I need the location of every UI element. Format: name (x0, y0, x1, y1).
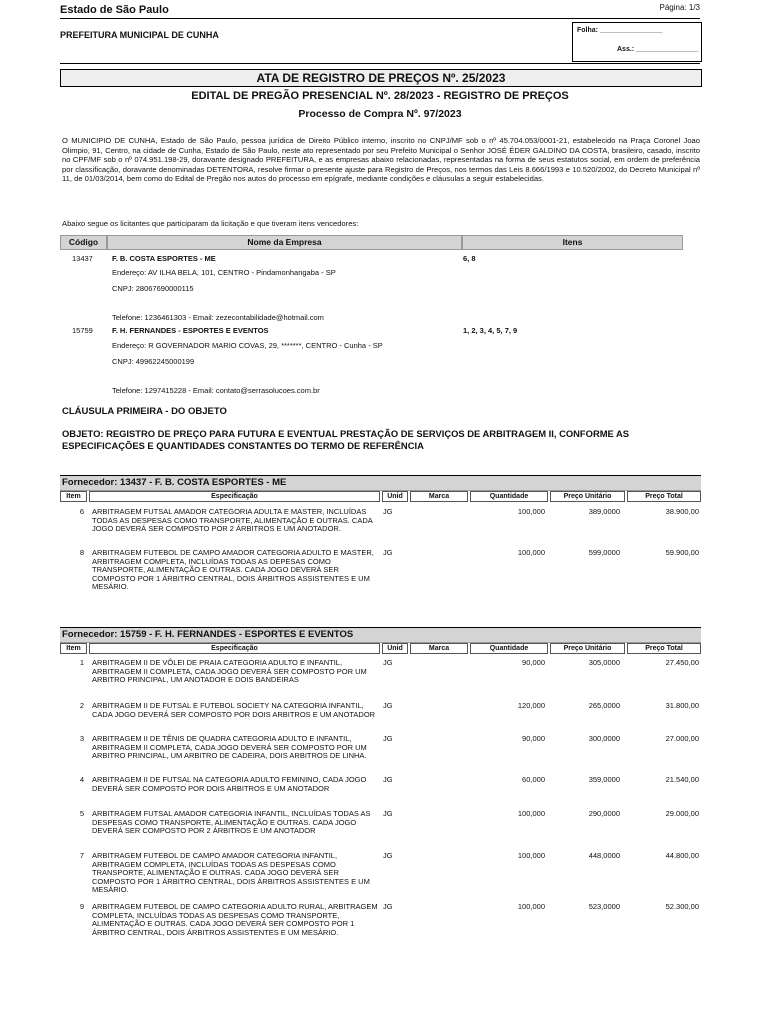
licitante-codigo: 15759 (72, 326, 93, 335)
licitante-cnpj: CNPJ: 28067690000115 (112, 284, 194, 293)
items-table-header (60, 491, 701, 503)
item-number: 8 (79, 548, 84, 557)
item-unid: JG (383, 809, 393, 818)
licitante-endereco: Endereço: AV ILHA BELA, 101, CENTRO - Pindamonhangaba - SP (112, 268, 336, 277)
licitante-nome: F. B. COSTA ESPORTES - ME (112, 254, 216, 263)
item-unid: JG (383, 507, 393, 516)
edital-title: EDITAL DE PREGÃO PRESENCIAL Nº. 28/2023 - REGISTRO DE PREÇOS (191, 90, 569, 102)
col-header-espec: Especificação (89, 491, 380, 502)
item-number: 1 (79, 658, 84, 667)
item-unid: JG (383, 548, 393, 557)
col-header-marca: Marca (410, 643, 468, 654)
item-especificacao: ARBITRAGEM II DE TÊNIS DE QUADRA CATEGORIA ADULTO E INFANTIL, ARBITRAGEM II COMPLETA, CADA JOGO DEVERÁ SER COMPOSTO POR UM ARBITRO PRINCIPAL, UM ARBITRO DE CADEIRA, DOIS ARBITROS DE LINHA. (92, 734, 367, 761)
fornecedor-title (60, 475, 701, 491)
item-preco-unitario: 305,0000 (588, 658, 620, 667)
licitante-telefone: Telefone: 1236461303 - Email: zezecontabilidade@hotmail.com (112, 313, 324, 322)
item-preco-unitario: 359,0000 (588, 775, 620, 784)
item-unid: JG (383, 658, 393, 667)
page-number: Página: 1/3 (659, 3, 700, 12)
item-number: 2 (79, 701, 84, 710)
item-quantidade: 90,000 (522, 734, 545, 743)
item-preco-unitario: 265,0000 (588, 701, 620, 710)
folha-label: Folha: ________________ (577, 27, 663, 34)
col-header-item: Item (60, 643, 87, 654)
fornecedor-title (60, 627, 701, 643)
item-quantidade: 100,000 (517, 902, 545, 911)
intro-paragraph: O MUNICIPIO DE CUNHA, Estado de São Paulo, pessoa jurídica de Direito Público interno, inscrito no CNPJ/MF sob o nº 45.704.053/0001-21, estabelecido na Praça Coronel Joao Olimpio, 91, Centro, na cidade de Cunha, Estado de São Paulo, neste ato representado por seu Prefeito Municipal o Senhor JOSÉ ÉDER GALDINO DA COSTA, brasileiro, casado, inscrito no CPF/MF sob o nº 074.951.198-29, doravante designado PREFEITURA, e as empresas abaixo relacionadas, representadas na forma de seus estatutos social, em ordem de preferência por classificação, doravante denominadas DETENTORA, resolve firmar o presente ajuste para Registro de Preços, nos termos das Leis 8.666/1993 e 10.520/2002, do Decreto Municipal nº 11, de 01/03/2014, bem como do Edital de Pregão nos autos do processo em epígrafe, mediante condições e cláusulas a seguir estabelecidas. (62, 136, 700, 184)
processo-title: Processo de Compra Nº. 97/2023 (298, 108, 462, 120)
licitante-cnpj: CNPJ: 49962245000199 (112, 357, 195, 366)
item-especificacao: ARBITRAGEM II DE FUTSAL NA CATEGORIA ADULTO FEMININO, CADA JOGO DEVERÁ SER COMPOSTO POR DOIS ARBITROS E UM ANOTADOR (92, 775, 367, 793)
item-quantidade: 60,000 (522, 775, 545, 784)
header-rule (60, 18, 700, 19)
col-header-preco_total: Preço Total (627, 491, 701, 502)
col-itens-header: Itens (462, 235, 683, 250)
objeto-text: OBJETO: REGISTRO DE PREÇO PARA FUTURA E EVENTUAL PRESTAÇÃO DE SERVIÇOS DE ARBITRAGEM II, CONFORME AS ESPECIFICAÇÕES E QUANTIDADES CONSTANTES DO TERMO DE REFERÊNCIA (62, 428, 630, 451)
item-preco-total: 27.450,00 (665, 658, 699, 667)
col-header-marca: Marca (410, 491, 468, 502)
item-preco-unitario: 300,0000 (588, 734, 620, 743)
folha-signature-box (572, 22, 702, 62)
item-especificacao: ARBITRAGEM II DE VÔLEI DE PRAIA CATEGORIA ADULTO E INFANTIL, ARBITRAGEM II COMPLETA, CADA JOGO DEVERÁ SER COMPOSTO POR UM ARBITRO PRINCIPAL, UM ANOTADOR E DOIS BANDEIRAS (92, 658, 367, 685)
licitante-itens: 1, 2, 3, 4, 5, 7, 9 (463, 326, 518, 335)
item-especificacao: ARBITRAGEM FUTEBOL DE CAMPO AMADOR CATEGORIA ADULTO E MASTER, ARBITRAGEM COMPLETA, INCLUÍDAS TODAS AS DEPESAS COMO TRANSPORTE, ALIMENTAÇÃO E OUTRAS. CADA JOGO DEVERÁ SER COMPOSTO POR 1 ÁRBITRO CENTRAL, DOIS ÁRBITROS ASSISTENTES E UM MESÁRIO. (92, 548, 374, 592)
item-preco-total: 59.900,00 (665, 548, 699, 557)
item-preco-total: 44.800,00 (665, 851, 699, 860)
item-preco-total: 27.000,00 (665, 734, 699, 743)
clausula-title: CLÁUSULA PRIMEIRA - DO OBJETO (62, 406, 227, 417)
item-number: 5 (79, 809, 84, 818)
col-header-unid: Unid (382, 491, 408, 502)
licitante-codigo: 13437 (72, 254, 93, 263)
state-name: Estado de São Paulo (60, 4, 169, 16)
item-quantidade: 120,000 (517, 701, 545, 710)
licitante-endereco: Endereço: R GOVERNADOR MARIO COVAS, 29, *******, CENTRO - Cunha - SP (112, 341, 383, 350)
item-preco-total: 52.300,00 (665, 902, 699, 911)
item-unid: JG (383, 701, 393, 710)
item-quantidade: 90,000 (522, 658, 545, 667)
item-quantidade: 100,000 (517, 548, 545, 557)
items-table-header (60, 643, 701, 655)
item-quantidade: 100,000 (517, 851, 545, 860)
item-preco-unitario: 599,0000 (588, 548, 620, 557)
item-preco-unitario: 448,0000 (588, 851, 620, 860)
licitante-nome: F. H. FERNANDES - ESPORTES E EVENTOS (112, 326, 269, 335)
col-nome-header: Nome da Empresa (107, 235, 462, 250)
item-unid: JG (383, 734, 393, 743)
col-header-preco_total: Preço Total (627, 643, 701, 654)
col-header-item: Item (60, 491, 87, 502)
item-preco-unitario: 290,0000 (588, 809, 620, 818)
item-number: 4 (79, 775, 84, 784)
item-preco-total: 21.540,00 (665, 775, 699, 784)
col-header-unid: Unid (382, 643, 408, 654)
item-number: 7 (79, 851, 84, 860)
item-unid: JG (383, 775, 393, 784)
ass-label: Ass.: ________________ (617, 46, 699, 53)
licitantes-intro: Abaixo segue os licitantes que participaram da licitação e que tiveram itens vencedores: (62, 219, 359, 228)
item-preco-unitario: 523,0000 (588, 902, 620, 911)
col-codigo-header: Código (60, 235, 107, 250)
item-number: 3 (79, 734, 84, 743)
item-especificacao: ARBITRAGEM FUTSAL AMADOR CATEGORIA INFANTIL, INCLUÍDAS TODAS AS DESPESAS COMO TRANSPORTE, ALIMENTAÇÃO E OUTRAS. CADA JOGO DEVERÁ SER COMPOSTO POR 2 ÁRBITROS E UM ANOTADOR (92, 809, 371, 836)
col-header-preco_unit: Preço Unitário (550, 491, 625, 502)
item-quantidade: 100,000 (517, 809, 545, 818)
item-especificacao: ARBITRAGEM FUTEBOL DE CAMPO CATEGORIA ADULTO RURAL, ARBITRAGEM COMPLETA, INCLUÍDAS TODAS AS DESPESAS COMO TRANSPORTE, ALIMENTAÇÃO E OUTRAS. CADA JOGO DEVERÁ SER COMPOSTO POR 1 ÁRBITRO CENTRAL, DOIS ÁRBITROS ASSISTENTES E UM MESÁRIO. (92, 902, 378, 937)
fornecedor-title-text: Fornecedor: 15759 - F. H. FERNANDES - ESPORTES E EVENTOS (62, 629, 354, 640)
licitante-itens: 6, 8 (463, 254, 476, 263)
item-quantidade: 100,000 (517, 507, 545, 516)
item-especificacao: ARBITRAGEM II DE FUTSAL E FUTEBOL SOCIETY NA CATEGORIA INFANTIL, CADA JOGO DEVERÁ SER COMPOSTO POR DOIS ARBITROS E UM ANOTADOR (92, 701, 376, 719)
item-especificacao: ARBITRAGEM FUTEBOL DE CAMPO AMADOR CATEGORIA INFANTIL, ARBITRAGEM COMPLETA, INCLUÍDAS TODAS AS DESPESAS COMO TRANSPORTE, ALIMENTAÇÃO E OUTRAS. CADA JOGO DEVERÁ SER COMPOSTO POR 1 ÁRBITRO CENTRAL, DOIS ÁRBITROS ASSISTENTES E UM MESÁRIO. (92, 851, 370, 895)
item-number: 9 (79, 902, 84, 911)
item-especificacao: ARBITRAGEM FUTSAL AMADOR CATEGORIA ADULTA E MASTER, INCLUÍDAS TODAS AS DESPESAS COMO TRANSPORTE, ALIMENTAÇÃO E OUTRAS. CADA JOGO DEVERÁ SER COMPOSTO POR 2 ÁRBITROS E UM ANOTADOR. (92, 507, 373, 534)
fornecedor-title-text: Fornecedor: 13437 - F. B. COSTA ESPORTES - ME (62, 477, 287, 488)
col-header-qtd: Quantidade (470, 491, 548, 502)
item-preco-total: 31.800,00 (665, 701, 699, 710)
header-rule-2 (60, 63, 700, 64)
prefeitura-name: PREFEITURA MUNICIPAL DE CUNHA (60, 30, 219, 40)
item-preco-unitario: 389,0000 (588, 507, 620, 516)
col-header-preco_unit: Preço Unitário (550, 643, 625, 654)
item-unid: JG (383, 902, 393, 911)
col-header-espec: Especificação (89, 643, 380, 654)
item-unid: JG (383, 851, 393, 860)
item-preco-total: 38.900,00 (665, 507, 699, 516)
item-preco-total: 29.000,00 (665, 809, 699, 818)
ata-title: ATA DE REGISTRO DE PREÇOS Nº. 25/2023 (60, 69, 702, 87)
item-number: 6 (79, 507, 84, 516)
licitante-telefone: Telefone: 1297415228 - Email: contato@serrasolucoes.com.br (112, 386, 320, 395)
col-header-qtd: Quantidade (470, 643, 548, 654)
